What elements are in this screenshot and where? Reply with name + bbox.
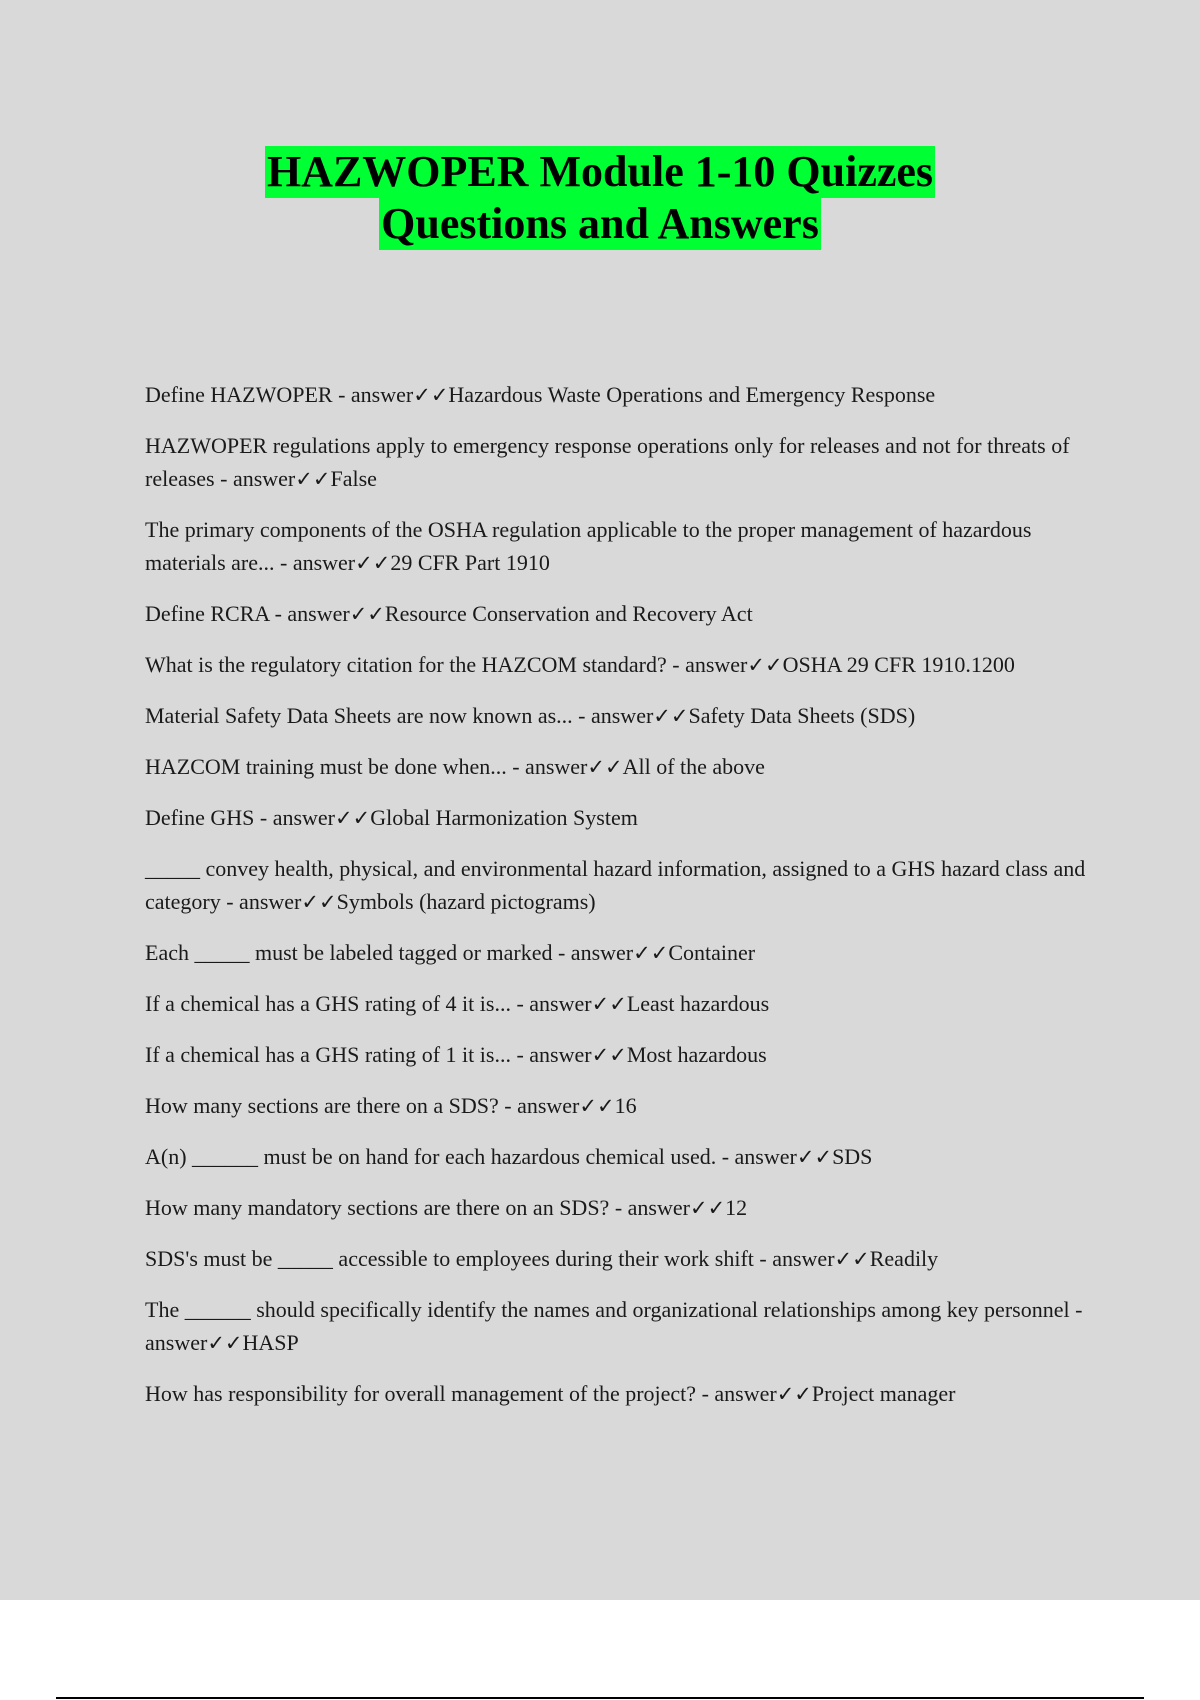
answer-text: All of the above [622, 754, 765, 779]
title-line-1: HAZWOPER Module 1-10 Quizzes [266, 147, 934, 196]
document-title [0, 146, 1200, 250]
answer-separator: - answer [753, 1246, 835, 1271]
qa-list [145, 378, 1090, 1428]
question-text: What is the regulatory citation for the HAZCOM standard? [145, 652, 667, 677]
double-check-icon: ✓✓ [591, 1043, 627, 1067]
answer-text: Resource Conservation and Recovery Act [384, 601, 753, 626]
double-check-icon: ✓✓ [335, 806, 371, 830]
qa-item [145, 513, 1090, 580]
double-check-icon: ✓✓ [587, 755, 623, 779]
answer-separator: - answer [145, 1297, 1083, 1355]
question-text: A(n) ______ must be on hand for each hazardous chemical used. [145, 1144, 717, 1169]
qa-item [145, 597, 1090, 631]
double-check-icon: ✓✓ [796, 1145, 833, 1169]
answer-text: Most hazardous [626, 1042, 767, 1067]
answer-separator: - answer [716, 1144, 797, 1169]
question-text: Define GHS [145, 805, 255, 830]
question-text: HAZWOPER regulations apply to emergency response operations only for releases and not for threats of releases [145, 433, 1070, 491]
question-text: The ______ should specifically identify the names and organizational relationships among key personnel [145, 1297, 1070, 1322]
double-check-icon: ✓✓ [295, 467, 331, 491]
qa-item [145, 750, 1090, 784]
qa-item [145, 1089, 1090, 1123]
double-check-icon: ✓✓ [591, 992, 627, 1016]
answer-separator: - answer [220, 889, 302, 914]
answer-separator: - answer [274, 550, 356, 575]
double-check-icon: ✓✓ [689, 1196, 726, 1220]
qa-item [145, 801, 1090, 835]
question-text: How many mandatory sections are there on an SDS? [145, 1195, 610, 1220]
answer-separator: - answer [498, 1093, 580, 1118]
answer-text: Container [668, 940, 756, 965]
answer-text: Least hazardous [626, 991, 770, 1016]
answer-separator: - answer [552, 940, 634, 965]
qa-item [145, 648, 1090, 682]
footer-divider [56, 1697, 1144, 1699]
question-text: If a chemical has a GHS rating of 4 it is... [145, 991, 511, 1016]
qa-item [145, 1377, 1090, 1411]
answer-separator: - answer [510, 991, 592, 1016]
answer-text: 12 [725, 1195, 748, 1220]
question-text: _____ convey health, physical, and environmental hazard information, assigned to a GHS hazard class and category [145, 856, 1086, 914]
answer-separator: - answer [214, 466, 296, 491]
answer-separator: - answer [609, 1195, 690, 1220]
qa-item [145, 1140, 1090, 1174]
answer-separator: - answer [506, 754, 588, 779]
answer-text: Symbols (hazard pictograms) [336, 889, 596, 914]
qa-item [145, 699, 1090, 733]
answer-text: SDS [832, 1144, 873, 1169]
answer-separator: - answer [332, 382, 414, 407]
answer-separator: - answer [666, 652, 748, 677]
answer-text: False [330, 466, 377, 491]
answer-text: Project manager [811, 1381, 956, 1406]
question-text: Define HAZWOPER [145, 382, 333, 407]
answer-separator: - answer [269, 601, 350, 626]
qa-item [145, 1242, 1090, 1276]
answer-separator: - answer [510, 1042, 592, 1067]
double-check-icon: ✓✓ [355, 551, 391, 575]
question-text: HAZCOM training must be done when... [145, 754, 507, 779]
question-text: SDS's must be _____ accessible to employees during their work shift [145, 1246, 754, 1271]
double-check-icon: ✓✓ [834, 1247, 870, 1271]
double-check-icon: ✓✓ [413, 383, 449, 407]
answer-separator: - answer [696, 1381, 777, 1406]
double-check-icon: ✓✓ [349, 602, 385, 626]
answer-text: Hazardous Waste Operations and Emergency Response [448, 382, 936, 407]
qa-item [145, 378, 1090, 412]
qa-item [145, 1191, 1090, 1225]
qa-item [145, 852, 1090, 919]
answer-text: 16 [614, 1093, 637, 1118]
question-text: Each _____ must be labeled tagged or marked [145, 940, 553, 965]
answer-text: 29 CFR Part 1910 [390, 550, 550, 575]
answer-separator: - answer [572, 703, 654, 728]
question-text: Material Safety Data Sheets are now known as... [145, 703, 573, 728]
double-check-icon: ✓✓ [579, 1094, 615, 1118]
double-check-icon: ✓✓ [633, 941, 669, 965]
double-check-icon: ✓✓ [301, 890, 337, 914]
double-check-icon: ✓✓ [653, 704, 689, 728]
answer-text: HASP [242, 1330, 299, 1355]
title-line-2: Questions and Answers [381, 199, 819, 248]
answer-text: Readily [869, 1246, 939, 1271]
answer-text: OSHA 29 CFR 1910.1200 [782, 652, 1015, 677]
question-text: Define RCRA [145, 601, 270, 626]
double-check-icon: ✓✓ [207, 1331, 243, 1355]
question-text: The primary components of the OSHA regulation applicable to the proper management of hazardous materials are... [145, 517, 1032, 575]
answer-text: Global Harmonization System [370, 805, 638, 830]
qa-item [145, 987, 1090, 1021]
answer-separator: - answer [254, 805, 336, 830]
double-check-icon: ✓✓ [747, 653, 783, 677]
answer-text: Safety Data Sheets (SDS) [688, 703, 916, 728]
qa-item [145, 429, 1090, 496]
qa-item [145, 936, 1090, 970]
question-text: If a chemical has a GHS rating of 1 it is... [145, 1042, 511, 1067]
qa-item [145, 1038, 1090, 1072]
question-text: How has responsibility for overall management of the project? [145, 1381, 697, 1406]
double-check-icon: ✓✓ [776, 1382, 812, 1406]
question-text: How many sections are there on a SDS? [145, 1093, 499, 1118]
qa-item [145, 1293, 1090, 1360]
